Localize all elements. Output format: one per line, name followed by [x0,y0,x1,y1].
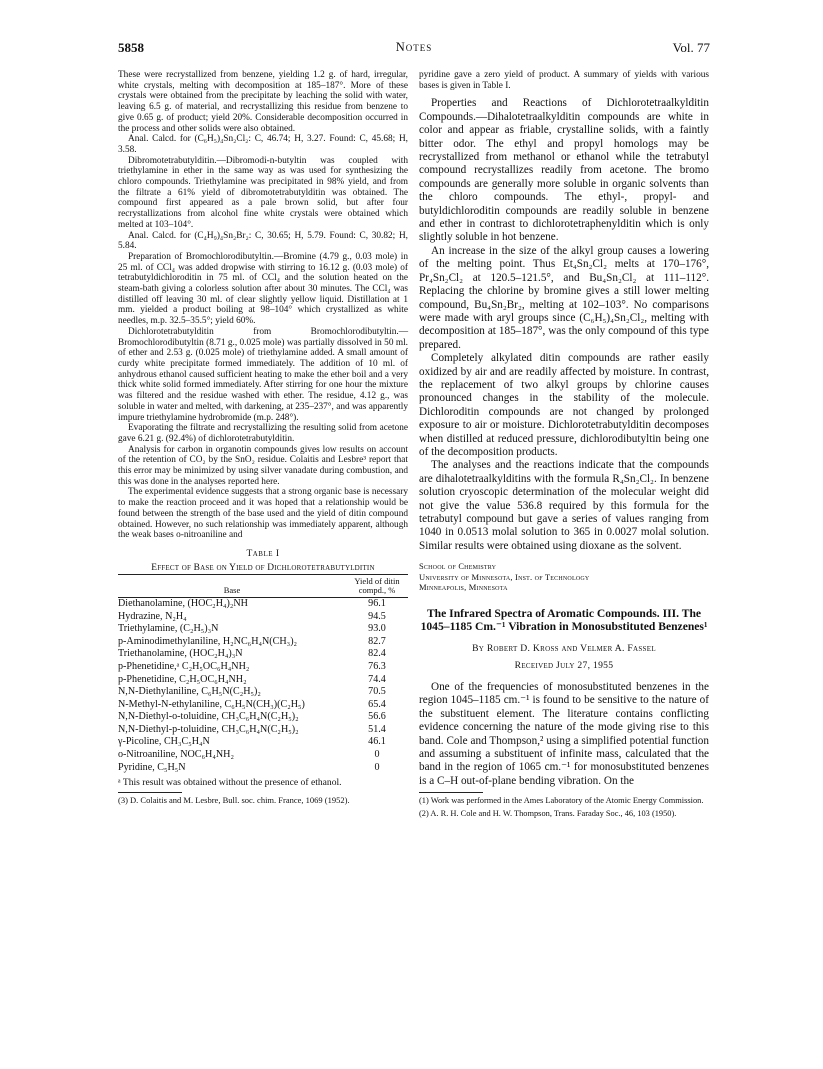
footnote: (2) A. R. H. Cole and H. W. Thompson, Trans. Faraday Soc., 46, 103 (1950). [419,808,677,818]
affiliation-line: University of Minnesota, Inst. of Technology [419,571,590,582]
right-column [419,70,709,819]
left-column [118,70,408,805]
column-header-yield: Yield of ditin compd., % [354,575,400,595]
paragraph: Anal. Calcd. for (C₄H₉)₄Sn₂Br₂: C, 30.65; H, 5.79. Found: C, 30.82; H, 5.84. [118,230,408,252]
paragraph: Completely alkylated ditin compounds are rather easily oxidized by air and are readily affected by moisture. In contrast, the replacement of two alkyl groups by chlorine causes pronounced changes in the stability of the molecule. Dichloroditin compounds are not changed by prolonged exposure to air or moisture. Dichlorotetrabutylditin decomposes when distilled at reduced pressure, dichlorodibutyltin being one of the decomposition products. [419,352,709,458]
paragraph: Anal. Calcd. for (C₆H₅)₄Sn₂Cl₂: C, 46.74; H, 3.27. Found: C, 45.68; H, 3.58. [118,134,408,155]
table-row: Pyridine, C₅H₅N 0 [118,761,380,773]
paragraph: Evaporating the filtrate and recrystallizing the resulting solid from acetone gave 6.21 g. (92.4%) of dichlorotetrabutylditin. [118,423,408,444]
paragraph: These were recrystallized from benzene, yielding 1.2 g. of hard, irregular, white crystals, melting with decomposition at 185–187°. More of these crystals were obtained from the precipitate by leaching the solid with water, leaving 6.5 g. of material, and recrystallizing this residue from benzene to give 0.65 g. of product; yield 20%. Considerable decomposition occurred in the process and other solids were also obtained. [118,70,408,134]
table-footnote: ᵃ This result was obtained without the presence of ethanol. [118,777,342,789]
table-row: Triethanolamine, (HOC₂H₄)₃N 82.4 [118,648,386,660]
page-number: 5858 [118,40,144,55]
paragraph: An increase in the size of the alkyl group causes a lowering of the melting point. Thus Et₄Sn₂Cl₂ melts at 170–176°, Pr₄Sn₂Cl₂ at 120.5–121.5°, and Bu₄Sn₂Cl₂ at 111–112°. Replacing the chlorine by bromine gives a still lower melting compound, Bu₄Sn₂Br₂, melting at 102–103°. No comparisons were made with aryl groups since (C₆H₅)₄Sn₂Cl₂, melting with decomposition at 185–187°, was the only compound of this type prepared. [419,244,709,351]
table-row: N,N-Diethylaniline, C₆H₅N(C₂H₅)₂ 70.5 [118,686,386,698]
affiliation-line: School of Chemistry [419,561,497,572]
table-row: o-Nitroaniline, NOC₆H₄NH₂ 0 [118,749,380,761]
table-row: p-Phenetidine,ᵃ C₂H₅OC₆H₄NH₂ 76.3 [118,660,386,672]
table-row: Triethylamine, (C₂H₅)₃N 93.0 [118,623,386,635]
table-row: Diethanolamine, (HOC₂H₄)₂NH 96.1 [118,597,386,609]
table-row: N-Methyl-N-ethylaniline, C₆H₅N(CH₃)(C₂H₅) 65.4 [118,698,386,710]
volume-label: Vol. 77 [672,40,710,55]
footnote-divider [419,792,483,793]
footnote: (1) Work was performed in the Ames Laboratory of the Atomic Energy Commission. [419,796,704,806]
table-row: p-Aminodimethylaniline, H₂NC₆H₄N(CH₃)₂ 82.7 [118,635,386,647]
paragraph: Preparation of Bromochlorodibutyltin.—Bromine (4.79 g., 0.03 mole) in 25 ml. of CCl₄ was added dropwise with stirring to 16.12 g. (0.03 mole) of tetrabutyldichloroditin in 75 ml. of CCl₄ and the solution heated on the steam-bath giving a colorless solution after about 30 minutes. The CCl₄ was distilled off leaving 30 ml. of clear slightly yellow liquid. Distillation at 1 mm. yielded a product boiling at 98–104° which crystallized as white needles, m.p. 32.5–35.5°; yield 60%. [118,251,408,327]
received-date: Received July 27, 1955 [514,659,614,671]
paragraph: Dichlorotetrabutylditin from Bromochlorodibutyltin.—Bromochlorodibutyltin (8.71 g., 0.025 mole) was partially dissolved in 50 ml. of ether and 2.53 g. (0.025 mole) of triethylamine added. A small amount of curdy white precipitate formed immediately. The addition of 10 ml. of anhydrous ethanol caused sufficient heating to make the ether boil and a very thick white solid formed immediately. After stirring for one hour the mixture was filtered and the residue washed with ether. The residue, 4.12 g., was soluble in water and melted, with darkening, at 235–237°, and was apparently impure triethylamine hydrobromide (m.p. 248°). [118,326,408,423]
page-header [118,40,710,56]
table-caption: Table I [246,548,280,559]
yield-table [118,574,408,774]
article-title: The Infrared Spectra of Aromatic Compounds. III. The 1045–1185 Cm.⁻¹ Vibration in Monosubstituted Benzenes¹ [420,606,708,634]
paragraph: Dibromotetrabutylditin.—Dibromodi-n-butyltin was coupled with triethylamine in ether in the same way as was used for synthesizing the chloro compounds. Triethylamine was precipitated in 98% yield, and from the filtrate a 61% yield of dibromotetrabutylditin was obtained. The compound first appeared as a pale brown solid, but after four recrystallizations from alcohol fine white crystals were obtained which melted at 103–104°. [118,155,408,230]
affiliation [419,561,709,593]
affiliation-line: Minneapolis, Minnesota [419,582,508,593]
paragraph: Analysis for carbon in organotin compounds gives low results on account of the retention of CO₂ by the SnO₂ residue. Colaitis and Lesbre³ report that this error may be minimized by using silver vanadate during combustion, and this was done in the analyses reported here. [118,444,408,487]
table-row: N,N-Diethyl-p-toluidine, CH₃C₆H₄N(C₂H₅)₂ 51.4 [118,723,386,735]
paragraph: pyridine gave a zero yield of product. A summary of yields with various bases is given in Table I. [419,70,709,91]
paragraph: Properties and Reactions of Dichlorotetraalkylditin Compounds.—Dihalotetraalkylditin compounds are white in color and appear as friable, crystalline solids, with a faintly bitter odor. The ethyl and propyl homologs may be recrystallized from methanol or ethanol while the tetrabutyl compound recrystallizes readily from acetone. The bromo compounds are generally more soluble in organic solvents than the chloro compounds. The ethyl-, propyl- and butyldichloroditin compounds are readily soluble in benzene and ether in contrast to dichlorotetraphenylditin which is only slightly soluble in hot benzene. [419,97,709,244]
table-row: p-Phenetidine, C₂H₅OC₆H₄NH₂ 74.4 [118,673,386,685]
table-row: γ-Picoline, CH₃C₅H₄N 46.1 [118,736,386,748]
article-byline: By Robert D. Kross and Velmer A. Fassel [472,642,656,654]
table-title: Effect of Base on Yield of Dichlorotetrabutylditin [151,562,375,573]
table-row: N,N-Diethyl-o-toluidine, CH₃C₆H₄N(C₂H₅)₂ 56.6 [118,711,386,723]
paragraph: The analyses and the reactions indicate that the compounds are dihalotetraalkylditins with the formula R₄Sn₂Cl₂. In benzene solution cryoscopic determination of the molecular weight did not give the value 536.8 required by this formula for the tetrabutyl compound but gave a series of values ranging from 1040 in 0.0513 molal solution to 365 in 0.0027 molal solution. Similar results were obtained using dioxane as the solvent. [419,459,709,552]
paragraph: One of the frequencies of monosubstituted benzenes in the region 1045–1185 cm.⁻¹ is found to be sensitive to the nature of the substituent element. The literature contains conflicting evidence concerning the nature of the mode giving rise to this band. Cole and Thompson,² using a simplified potential function and assuming a substituent of infinite mass, calculated that the band in the region of 1065 cm.⁻¹ for monosubstituted benzenes is a C–H out-of-plane bending vibration. On the [419,680,709,787]
paragraph: The experimental evidence suggests that a strong organic base is necessary to make the reaction proceed and it was hoped that a relationship would be found between the strength of the base used and the yield of ditin compound obtained. However, no such relationship was immediately apparent, although the weak bases o-nitroaniline and [118,487,408,541]
footnote: (3) D. Colaitis and M. Lesbre, Bull. soc. chim. France, 1069 (1952). [118,795,350,806]
running-title: Notes [395,40,433,54]
footnote-divider [118,792,182,793]
table-row: Hydrazine, N₂H₄ 94.5 [118,610,386,622]
column-header-base: Base [223,584,241,595]
